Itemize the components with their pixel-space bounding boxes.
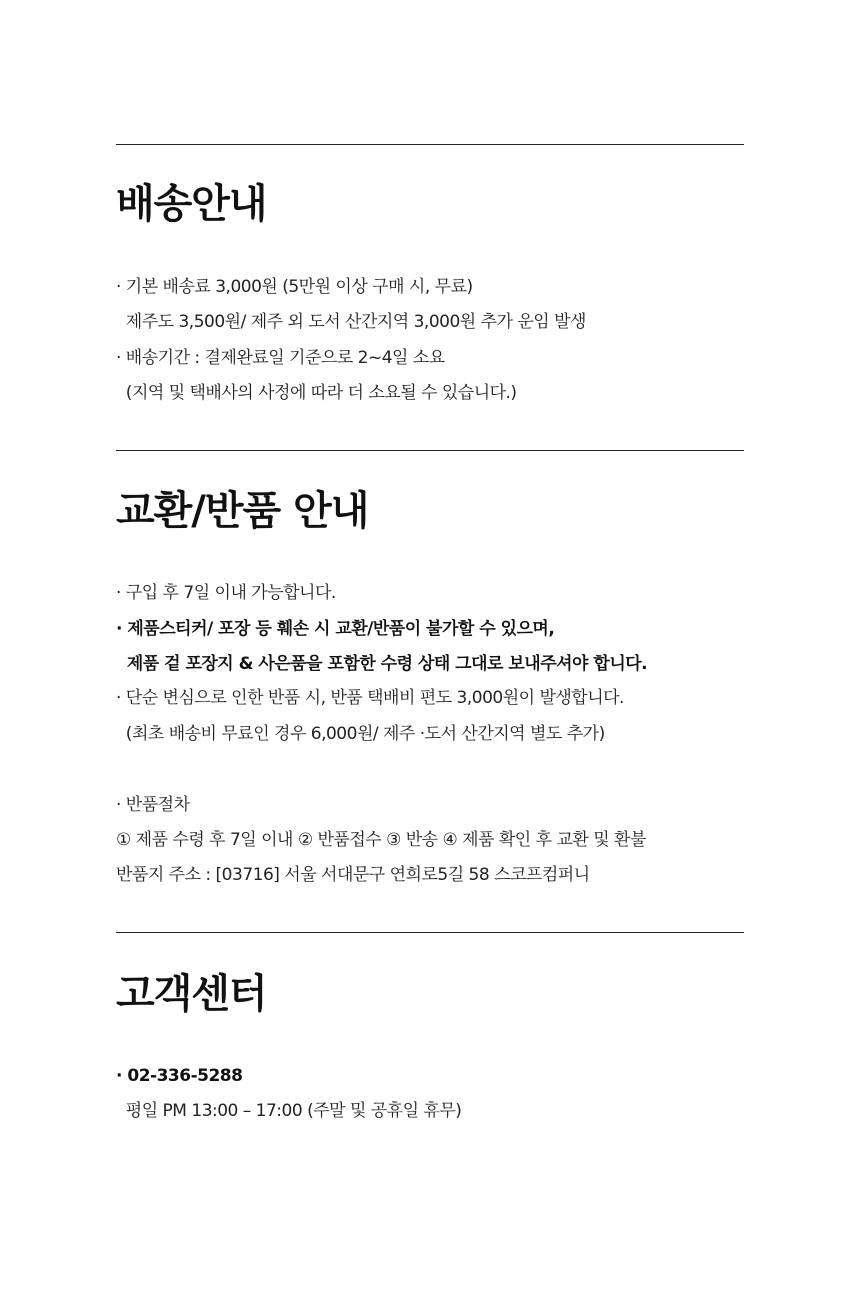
section-divider — [116, 144, 744, 145]
shipping-info-line: (지역 및 택배사의 사정에 따라 더 소요될 수 있습니다.) — [116, 383, 517, 403]
section-divider — [116, 932, 744, 933]
returns-warning-line: 제품 겉 포장지 & 사은품을 포함한 수령 상태 그대로 보내주셔야 합니다. — [116, 654, 648, 674]
returns-info-line: · 구입 후 7일 이내 가능합니다. — [116, 583, 336, 603]
section-divider — [116, 450, 744, 451]
customer-center-phone: · 02-336-5288 — [116, 1066, 243, 1086]
return-procedure-steps: ① 제품 수령 후 7일 이내 ② 반품접수 ③ 반송 ④ 제품 확인 후 교환 및 환불 — [116, 830, 646, 850]
customer-center-hours: 평일 PM 13:00 – 17:00 (주말 및 공휴일 휴무) — [116, 1101, 462, 1121]
shipping-info-line: · 기본 배송료 3,000원 (5만원 이상 구매 시, 무료) — [116, 277, 473, 297]
shipping-info-line: · 배송기간 : 결제완료일 기준으로 2~4일 소요 — [116, 348, 445, 368]
returns-heading: 교환/반품 안내 — [116, 488, 369, 534]
customer-center-heading: 고객센터 — [116, 971, 267, 1017]
return-address: 반품지 주소 : [03716] 서울 서대문구 연희로5길 58 스코프컴퍼니 — [116, 865, 590, 885]
returns-warning-line: · 제품스티커/ 포장 등 훼손 시 교환/반품이 불가할 수 있으며, — [116, 619, 555, 639]
shipping-info-line: 제주도 3,500원/ 제주 외 도서 산간지역 3,000원 추가 운임 발생 — [116, 312, 586, 332]
returns-info-line: · 단순 변심으로 인한 반품 시, 반품 택배비 편도 3,000원이 발생합니다. — [116, 688, 624, 708]
returns-info-line: (최초 배송비 무료인 경우 6,000원/ 제주 ·도서 산간지역 별도 추가) — [116, 724, 605, 744]
return-procedure-title: · 반품절차 — [116, 795, 190, 815]
shipping-heading: 배송안내 — [116, 181, 267, 227]
